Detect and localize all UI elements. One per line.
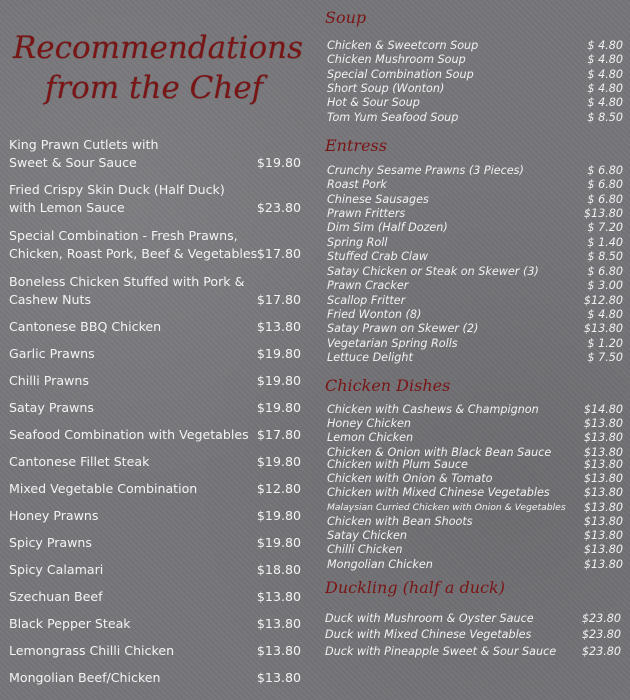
menu-item [9,669,304,687]
item-name: Spicy Prawns [9,535,92,550]
item-price: $23.80 [581,628,621,641]
item-price: $ 4.80 [587,39,623,52]
menu-item [9,642,304,660]
section-title-chicken: Chicken Dishes [325,376,451,395]
item-price: $17.80 [256,246,301,261]
item-name: Vegetarian Spring Rolls [327,337,458,350]
item-price: $17.80 [256,427,301,442]
item-name: Crunchy Sesame Prawns (3 Pieces) [327,164,524,177]
menu-item [9,615,304,633]
chef-title-line-2: from the Chef [44,70,264,106]
section-title-soup: Soup [325,8,367,27]
item-price: $13.80 [583,322,623,335]
item-price: $19.80 [256,155,301,170]
item-name: Special Combination Soup [327,68,474,81]
item-price: $13.80 [583,417,623,430]
item-name: Spicy Calamari [9,562,104,577]
item-name: Chilli Prawns [9,373,89,388]
item-price: $23.80 [256,200,301,215]
item-price: $19.80 [256,400,301,415]
item-name: Mongolian Beef/Chicken [9,670,161,685]
item-price: $13.80 [583,472,623,485]
item-price: $14.80 [583,403,623,416]
item-price: $ 6.80 [587,193,623,206]
item-price: $ 6.80 [587,164,623,177]
item-name: Special Combination - Fresh Prawns, Chicken, Roast Pork, Beef & Vegetables [9,228,258,261]
item-price: $ 1.20 [587,337,623,350]
menu-item [9,453,304,471]
item-name: Cantonese Fillet Steak [9,454,150,469]
item-name: Satay Chicken [327,529,407,542]
item-price: $ 3.00 [587,279,623,292]
menu-item [9,561,304,579]
menu-item [9,588,304,606]
menu-item [9,136,304,172]
item-name: Prawn Cracker [327,279,409,292]
item-price: $23.80 [581,612,621,625]
section-title-entrees: Entress [325,136,387,155]
item-name: Duck with Pineapple Sweet & Sour Sauce [325,645,557,658]
item-name: Duck with Mixed Chinese Vegetables [325,628,532,641]
menu-item [9,480,304,498]
item-price: $ 7.20 [587,221,623,234]
item-price: $ 4.80 [587,308,623,321]
item-name: Prawn Fritters [327,207,406,220]
item-price: $13.80 [256,643,301,658]
item-name: Fried Crispy Skin Duck (Half Duck) with Lemon Sauce [9,182,225,215]
item-name: Garlic Prawns [9,346,95,361]
item-name: Lettuce Delight [327,351,413,364]
item-name: Chicken with Plum Sauce [327,458,468,471]
item-price: $ 6.80 [587,178,623,191]
item-price: $13.80 [583,515,623,528]
item-price: $17.80 [256,292,301,307]
item-price: $13.80 [583,543,623,556]
item-name: Honey Prawns [9,508,99,523]
menu-item [9,345,304,363]
item-name: Tom Yum Seafood Soup [327,111,459,124]
item-price: $12.80 [583,294,623,307]
item-price: $19.80 [256,346,301,361]
menu-item [9,534,304,552]
section-title-duckling: Duckling (half a duck) [325,578,505,597]
item-price: $13.80 [256,616,301,631]
item-price: $23.80 [581,645,621,658]
item-name: Hot & Sour Soup [327,96,420,109]
item-name: Lemongrass Chilli Chicken [9,643,175,658]
item-name: Boneless Chicken Stuffed with Pork & Cashew Nuts [9,274,245,307]
item-price: $ 4.80 [587,96,623,109]
item-price: $13.80 [583,207,623,220]
item-name: Black Pepper Steak [9,616,131,631]
item-name: Roast Pork [327,178,387,191]
item-name: Chilli Chicken [327,543,403,556]
item-name: Mixed Vegetable Combination [9,481,198,496]
item-name: Short Soup (Wonton) [327,82,445,95]
item-name: Dim Sim (Half Dozen) [327,221,448,234]
item-price: $13.80 [583,486,623,499]
item-price: $13.80 [583,431,623,444]
item-name: King Prawn Cutlets with Sweet & Sour Sauce [9,137,159,170]
item-price: $ 7.50 [587,351,623,364]
menu-item [9,507,304,525]
item-name: Fried Wonton (8) [327,308,422,321]
menu-item [9,181,304,217]
item-name: Honey Chicken [327,417,412,430]
item-name: Chicken with Bean Shoots [327,515,473,528]
item-price: $ 1.40 [587,236,623,249]
item-name: Chicken with Onion & Tomato [327,472,493,485]
item-price: $ 8.50 [587,250,623,263]
item-name: Duck with Mushroom & Oyster Sauce [325,612,534,625]
item-name: Lemon Chicken [327,431,414,444]
item-price: $ 4.80 [587,68,623,81]
menu-item [9,426,304,444]
item-name: Szechuan Beef [9,589,103,604]
item-price: $13.80 [256,589,301,604]
menu-item [9,399,304,417]
item-name: Chicken with Mixed Chinese Vegetables [327,486,550,499]
item-name: Mongolian Chicken [327,558,433,571]
item-name: Cantonese BBQ Chicken [9,319,162,334]
item-price: $13.80 [256,319,301,334]
item-name: Chicken Mushroom Soup [327,53,466,66]
item-name: Chicken & Sweetcorn Soup [327,39,479,52]
item-name: Chicken & Onion with Black Bean Sauce [327,446,552,459]
item-name: Satay Prawns [9,400,94,415]
item-name: Malaysian Curried Chicken with Onion & Vegetables [327,502,566,513]
item-price: $19.80 [256,373,301,388]
chef-title-line-1: Recommendations [12,30,304,66]
item-price: $13.80 [583,501,623,514]
item-name: Satay Chicken or Steak on Skewer (3) [327,265,539,278]
item-price: $18.80 [256,562,301,577]
item-name: Chicken with Cashews & Champignon [327,403,539,416]
item-price: $ 6.80 [587,265,623,278]
item-price: $13.80 [583,529,623,542]
menu-item [9,372,304,390]
item-price: $19.80 [256,535,301,550]
item-name: Chinese Sausages [327,193,429,206]
item-name: Satay Prawn on Skewer (2) [327,322,479,335]
item-price: $ 4.80 [587,82,623,95]
item-name: Seafood Combination with Vegetables [9,427,249,442]
item-price: $ 4.80 [587,53,623,66]
menu-item [9,273,304,309]
item-price: $13.80 [256,670,301,685]
menu-item [9,318,304,336]
menu-item [9,227,304,263]
item-price: $13.80 [583,446,623,459]
item-price: $13.80 [583,558,623,571]
item-price: $ 8.50 [587,111,623,124]
item-price: $12.80 [256,481,301,496]
item-name: Scallop Fritter [327,294,406,307]
item-price: $13.80 [583,458,623,471]
item-price: $19.80 [256,454,301,469]
item-name: Spring Roll [327,236,388,249]
item-price: $19.80 [256,508,301,523]
item-name: Stuffed Crab Claw [327,250,429,263]
